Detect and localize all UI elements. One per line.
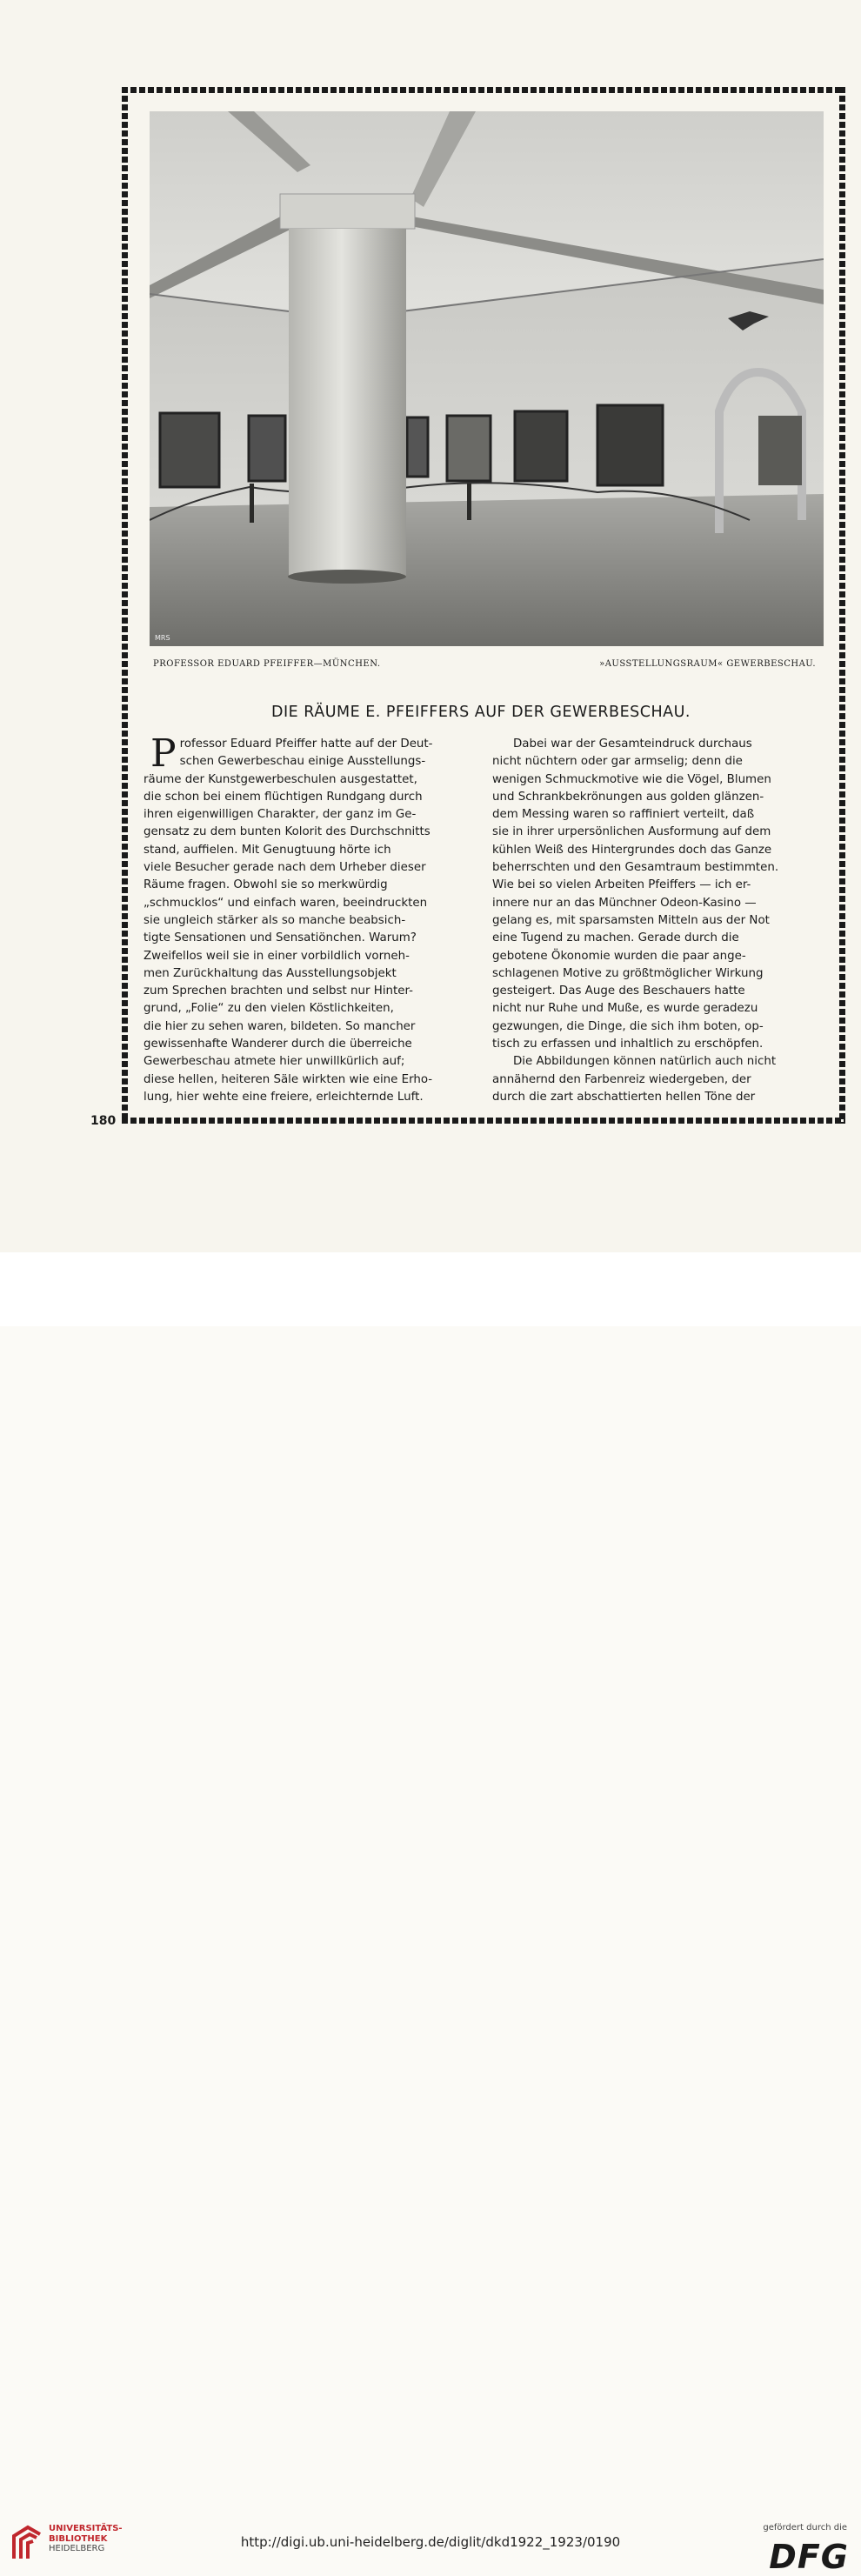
text-line: die schon bei einem flüchtigen Rundgang durch bbox=[144, 790, 423, 804]
frame-bottom bbox=[122, 1118, 845, 1124]
text-line: die hier zu sehen waren, bildeten. So mancher bbox=[144, 1019, 416, 1033]
text-line: tisch zu erfassen und inhaltlich zu erschöpfen. bbox=[492, 1038, 764, 1051]
text-line: Dabei war der Gesamteindruck durchaus bbox=[513, 737, 752, 751]
dfg-logo[interactable]: DFG bbox=[769, 2538, 849, 2576]
document-page bbox=[0, 0, 861, 1252]
text-line: „schmucklos“ und einfach waren, beeindruckten bbox=[144, 896, 428, 910]
text-line: beherrschten und den Gesamtraum bestimmten. bbox=[492, 861, 779, 875]
photo-caption-right: »AUSSTELLUNGSRAUM« GEWERBESCHAU. bbox=[599, 659, 816, 669]
text-line: innere nur an das Münchner Odeon-Kasino — bbox=[492, 896, 757, 910]
text-line: diese hellen, heiteren Säle wirkten wie eine Erho- bbox=[144, 1072, 433, 1086]
page-number: 180 bbox=[90, 1114, 117, 1128]
text-line: Zweifellos weil sie in einer vorbildlich vorneh- bbox=[144, 949, 410, 963]
text-line: Räume fragen. Obwohl sie so merkwürdig bbox=[144, 878, 388, 892]
frame-top bbox=[122, 87, 845, 93]
text-line: gesteigert. Das Auge des Beschauers hatte bbox=[492, 984, 745, 998]
text-line: Die Abbildungen können natürlich auch nicht bbox=[513, 1055, 777, 1069]
text-line: gezwungen, die Dinge, die sich ihm boten, op- bbox=[492, 1019, 764, 1033]
article-title: DIE RÄUME E. PFEIFFERS AUF DER GEWERBESCHAU. bbox=[271, 704, 691, 721]
text-line: gewissenhafte Wanderer durch die überreiche bbox=[144, 1038, 412, 1051]
text-line: men Zurückhaltung das Ausstellungsobjekt bbox=[144, 966, 397, 980]
permalink-url[interactable]: http://digi.ub.uni-heidelberg.de/diglit/dkd1922_1923/0190 bbox=[240, 2534, 621, 2550]
text-line: grund, „Folie“ zu den vielen Köstlichkeiten, bbox=[144, 1002, 394, 1016]
text-line: nicht nur Ruhe und Muße, es wurde geradezu bbox=[492, 1002, 758, 1016]
library-name-line1: UNIVERSITÄTS- bbox=[49, 2524, 123, 2533]
text-line: nicht nüchtern oder gar armselig; denn die bbox=[492, 755, 743, 769]
text-line: eine Tugend zu machen. Gerade durch die bbox=[492, 931, 739, 945]
drop-cap: P bbox=[150, 731, 177, 776]
text-column-left bbox=[144, 731, 474, 1106]
exhibition-room-photo bbox=[150, 111, 824, 646]
text-line: Gewerbeschau atmete hier unwillkürlich auf; bbox=[144, 1055, 405, 1069]
text-line: zum Sprechen brachten und selbst nur Hinter- bbox=[144, 984, 414, 998]
text-line: Wie bei so vielen Arbeiten Pfeiffers — ich er- bbox=[492, 878, 751, 892]
text-line: schen Gewerbeschau einige Ausstellungs- bbox=[179, 755, 426, 769]
photo-corner-mark: MRS bbox=[155, 634, 170, 642]
library-name-line2: BIBLIOTHEK bbox=[49, 2533, 108, 2544]
text-line: und Schrankbekrönungen aus golden glänzen- bbox=[492, 790, 764, 804]
text-line: ihren eigenwilligen Charakter, der ganz im Ge- bbox=[144, 808, 417, 822]
text-line: stand, auffielen. Mit Genugtuung hörte ich bbox=[144, 843, 391, 857]
text-line: sie in ihrer urpersönlichen Ausformung auf dem bbox=[492, 825, 771, 839]
text-line: tigte Sensationen und Sensatiönchen. Warum? bbox=[144, 931, 417, 945]
text-line: kühlen Weiß des Hintergrundes doch das Ganze bbox=[492, 843, 772, 857]
text-line: schlagenen Motive zu größtmöglicher Wirkung bbox=[492, 966, 764, 980]
photo-caption-left: PROFESSOR EDUARD PFEIFFER—MÜNCHEN. bbox=[153, 659, 381, 669]
text-line: wenigen Schmuckmotive wie die Vögel, Blumen bbox=[492, 772, 771, 786]
frame-right bbox=[839, 87, 845, 1124]
text-line: annähernd den Farbenreiz wiedergeben, der bbox=[492, 1072, 751, 1086]
text-line: rofessor Eduard Pfeiffer hatte auf der Deut- bbox=[179, 737, 433, 751]
text-line: gensatz zu dem bunten Kolorit des Durchschnitts bbox=[144, 825, 430, 839]
text-column-right bbox=[492, 736, 823, 1106]
library-name-line3: HEIDELBERG bbox=[49, 2544, 105, 2553]
viewer-footer bbox=[0, 1252, 861, 2576]
text-line: lung, hier wehte eine freiere, erleichternde Luft. bbox=[144, 1090, 424, 1104]
text-line: gelang es, mit sparsamsten Mitteln aus der Not bbox=[492, 913, 770, 927]
text-line: durch die zart abschattierten hellen Töne der bbox=[492, 1090, 756, 1104]
left-column-lines bbox=[144, 731, 474, 1106]
text-line: räume der Kunstgewerbeschulen ausgestattet, bbox=[144, 772, 417, 786]
frame-left bbox=[122, 87, 128, 1124]
text-line: sie ungleich stärker als so manche beabsich- bbox=[144, 913, 406, 927]
text-line: viele Besucher gerade nach dem Urheber dieser bbox=[144, 861, 426, 875]
text-line: dem Messing waren so raffiniert verteilt, daß bbox=[492, 808, 755, 822]
funding-note: gefördert durch die bbox=[763, 2523, 847, 2533]
text-line: gebotene Ökonomie wurden die paar ange- bbox=[492, 949, 746, 963]
